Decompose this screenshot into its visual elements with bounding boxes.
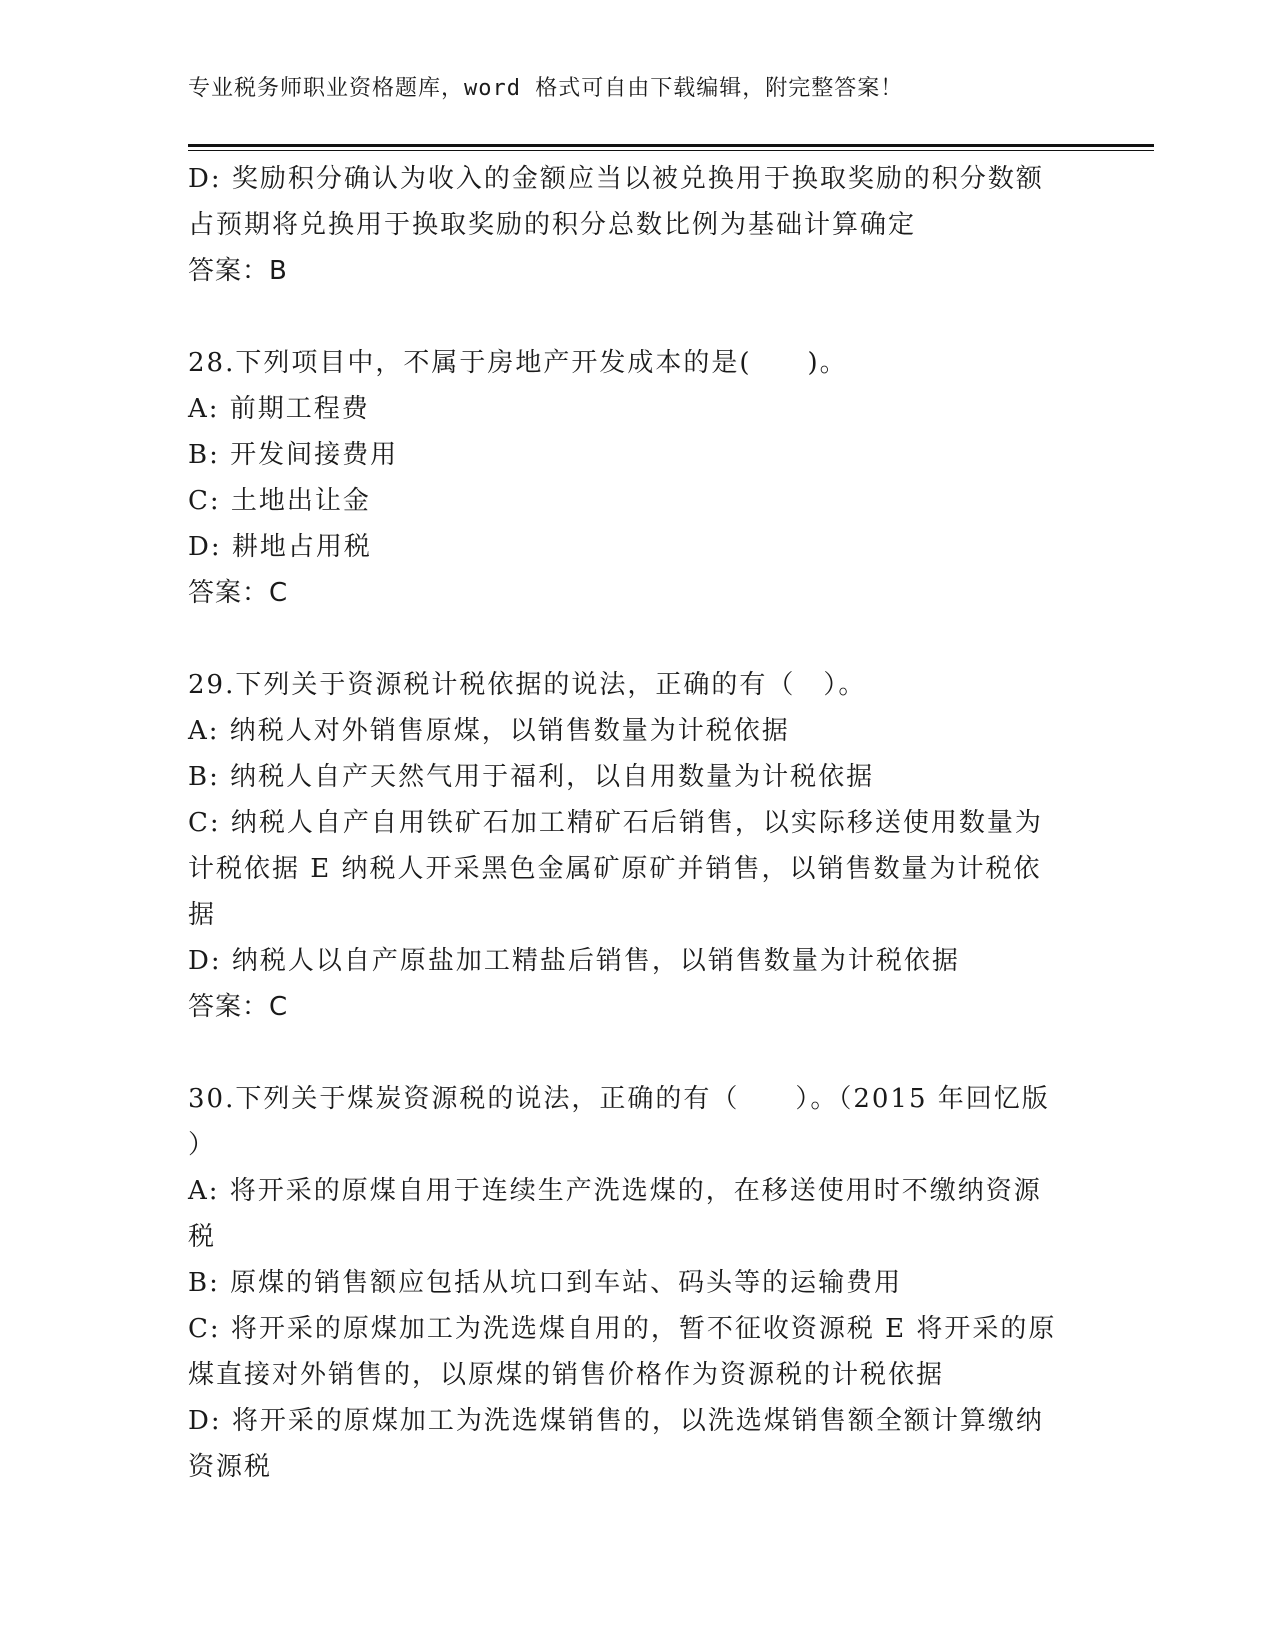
q30-stem-line1: 30.下列关于煤炭资源税的说法，正确的有（ ）。（2015 年回忆版 [188,1084,1050,1114]
q29-option-a: A: 纳税人对外销售原煤，以销售数量为计税依据 [188,716,790,746]
q30-option-c-line1: C: 将开采的原煤加工为洗选煤自用的，暂不征收资源税 E 将开采的原 [188,1314,1057,1344]
q30-option-a-line1: A: 将开采的原煤自用于连续生产洗选煤的，在移送使用时不缴纳资源 [188,1176,1042,1206]
q28-answer: 答案：C [188,578,289,608]
q29-stem: 29.下列关于资源税计税依据的说法，正确的有（ ）。 [188,670,867,700]
q27-answer: 答案：B [188,256,288,286]
q28-option-d: D: 耕地占用税 [188,532,372,562]
q30-option-c-line2: 煤直接对外销售的，以原煤的销售价格作为资源税的计税依据 [188,1360,945,1390]
question-content [188,156,1088,1490]
q29-option-b: B: 纳税人自产天然气用于福利，以自用数量为计税依据 [188,762,875,792]
q29-option-d: D: 纳税人以自产原盐加工精盐后销售，以销售数量为计税依据 [188,946,960,976]
q30-stem-line2: ） [188,1130,217,1160]
spacer [188,294,1088,340]
q29-option-c-line1: C: 纳税人自产自用铁矿石加工精矿石后销售，以实际移送使用数量为 [188,808,1043,838]
q29-answer: 答案：C [188,992,289,1022]
q28-option-c: C: 土地出让金 [188,486,371,516]
spacer [188,1030,1088,1076]
q28-option-a: A: 前期工程费 [188,394,370,424]
q27-option-d-line1: D: 奖励积分确认为收入的金额应当以被兑换用于换取奖励的积分数额 [188,164,1044,194]
q27-option-d-line2: 占预期将兑换用于换取奖励的积分总数比例为基础计算确定 [188,210,917,240]
q28-stem: 28.下列项目中，不属于房地产开发成本的是( )。 [188,348,848,378]
header-divider-thick [188,144,1154,147]
header-divider-thin [188,150,1154,151]
q29-option-c-line2: 计税依据 E 纳税人开采黑色金属矿原矿并销售，以销售数量为计税依 [188,854,1042,884]
q30-option-d-line2: 资源税 [188,1452,273,1482]
q30-option-b: B: 原煤的销售额应包括从坑口到车站、码头等的运输费用 [188,1268,903,1298]
q29-option-c-line3: 据 [188,900,217,930]
q28-option-b: B: 开发间接费用 [188,440,399,470]
spacer [188,616,1088,662]
q30-option-a-line2: 税 [188,1222,217,1252]
page-header: 专业税务师职业资格题库，word 格式可自由下载编辑，附完整答案！ [188,76,904,101]
q30-option-d-line1: D: 将开采的原煤加工为洗选煤销售的，以洗选煤销售额全额计算缴纳 [188,1406,1044,1436]
